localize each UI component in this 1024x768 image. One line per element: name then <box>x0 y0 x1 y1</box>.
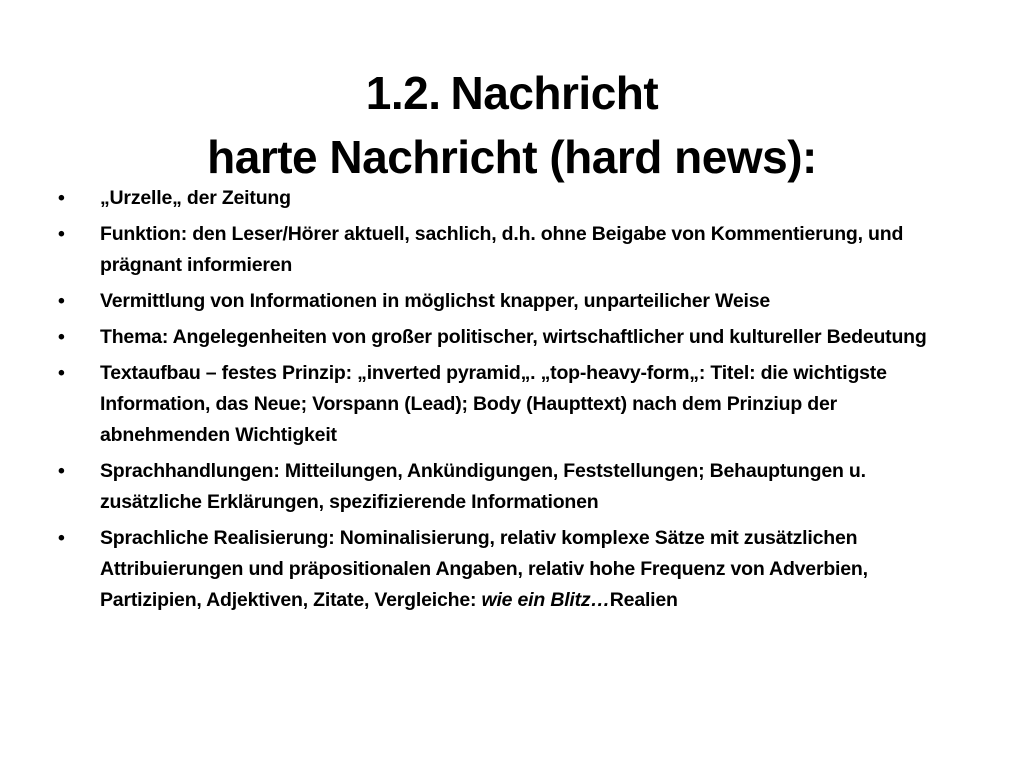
bullet-icon <box>58 183 78 214</box>
bullet-icon <box>58 523 78 554</box>
bullet-icon <box>58 322 78 353</box>
bullet-item <box>58 456 970 518</box>
bullet-item <box>58 358 970 451</box>
title-number: 1.2. <box>365 66 441 119</box>
bullet-italic-text: wie ein Blitz… <box>481 589 610 611</box>
bullet-icon <box>58 286 78 317</box>
bullet-text: Vermittlung von Informationen in möglichst knapper, unparteilicher Weise <box>100 290 771 312</box>
title-line-1 <box>0 61 1024 125</box>
bullet-text: Funktion: den Leser/Hörer aktuell, sachlich, d.h. ohne Beigabe von Kommentierung, und prägnant informieren <box>100 223 904 276</box>
bullet-tail-text: Realien <box>609 589 678 611</box>
bullet-item <box>58 523 970 616</box>
bullet-item <box>58 286 970 317</box>
bullet-text: Thema: Angelegenheiten von großer politischer, wirtschaftlicher und kultureller Bedeutung <box>100 326 927 348</box>
bullet-text: „Urzelle„ der Zeitung <box>100 187 291 209</box>
bullet-text: Sprachhandlungen: Mitteilungen, Ankündigungen, Feststellungen; Behauptungen u. zusätzliche Erklärungen, spezifizierende Informationen <box>100 460 866 513</box>
bullet-item <box>58 322 970 353</box>
title-heading: Nachricht <box>450 66 659 119</box>
bullet-icon <box>58 358 78 389</box>
bullet-item <box>58 219 970 281</box>
bullet-list <box>58 183 970 621</box>
bullet-text: Sprachliche Realisierung: Nominalisierung, relativ komplexe Sätze mit zusätzlichen Attribuierungen und präpositionalen Angaben, relativ hohe Frequenz von Adverbien, Partizipien, Adjektiven, Zitate, Vergleiche: <box>100 527 868 611</box>
title-subheading: harte Nachricht (hard news): <box>207 130 817 183</box>
bullet-icon <box>58 219 78 250</box>
bullet-text: Textaufbau – festes Prinzip: „inverted pyramid„. „top-heavy-form„: Titel: die wichtigste Information, das Neue; Vorspann (Lead); Body (Haupttext) nach dem Prinziup der abnehmenden Wichtigkeit <box>100 362 887 446</box>
bullet-icon <box>58 456 78 487</box>
bullet-item <box>58 183 970 214</box>
slide-title <box>0 61 1024 189</box>
